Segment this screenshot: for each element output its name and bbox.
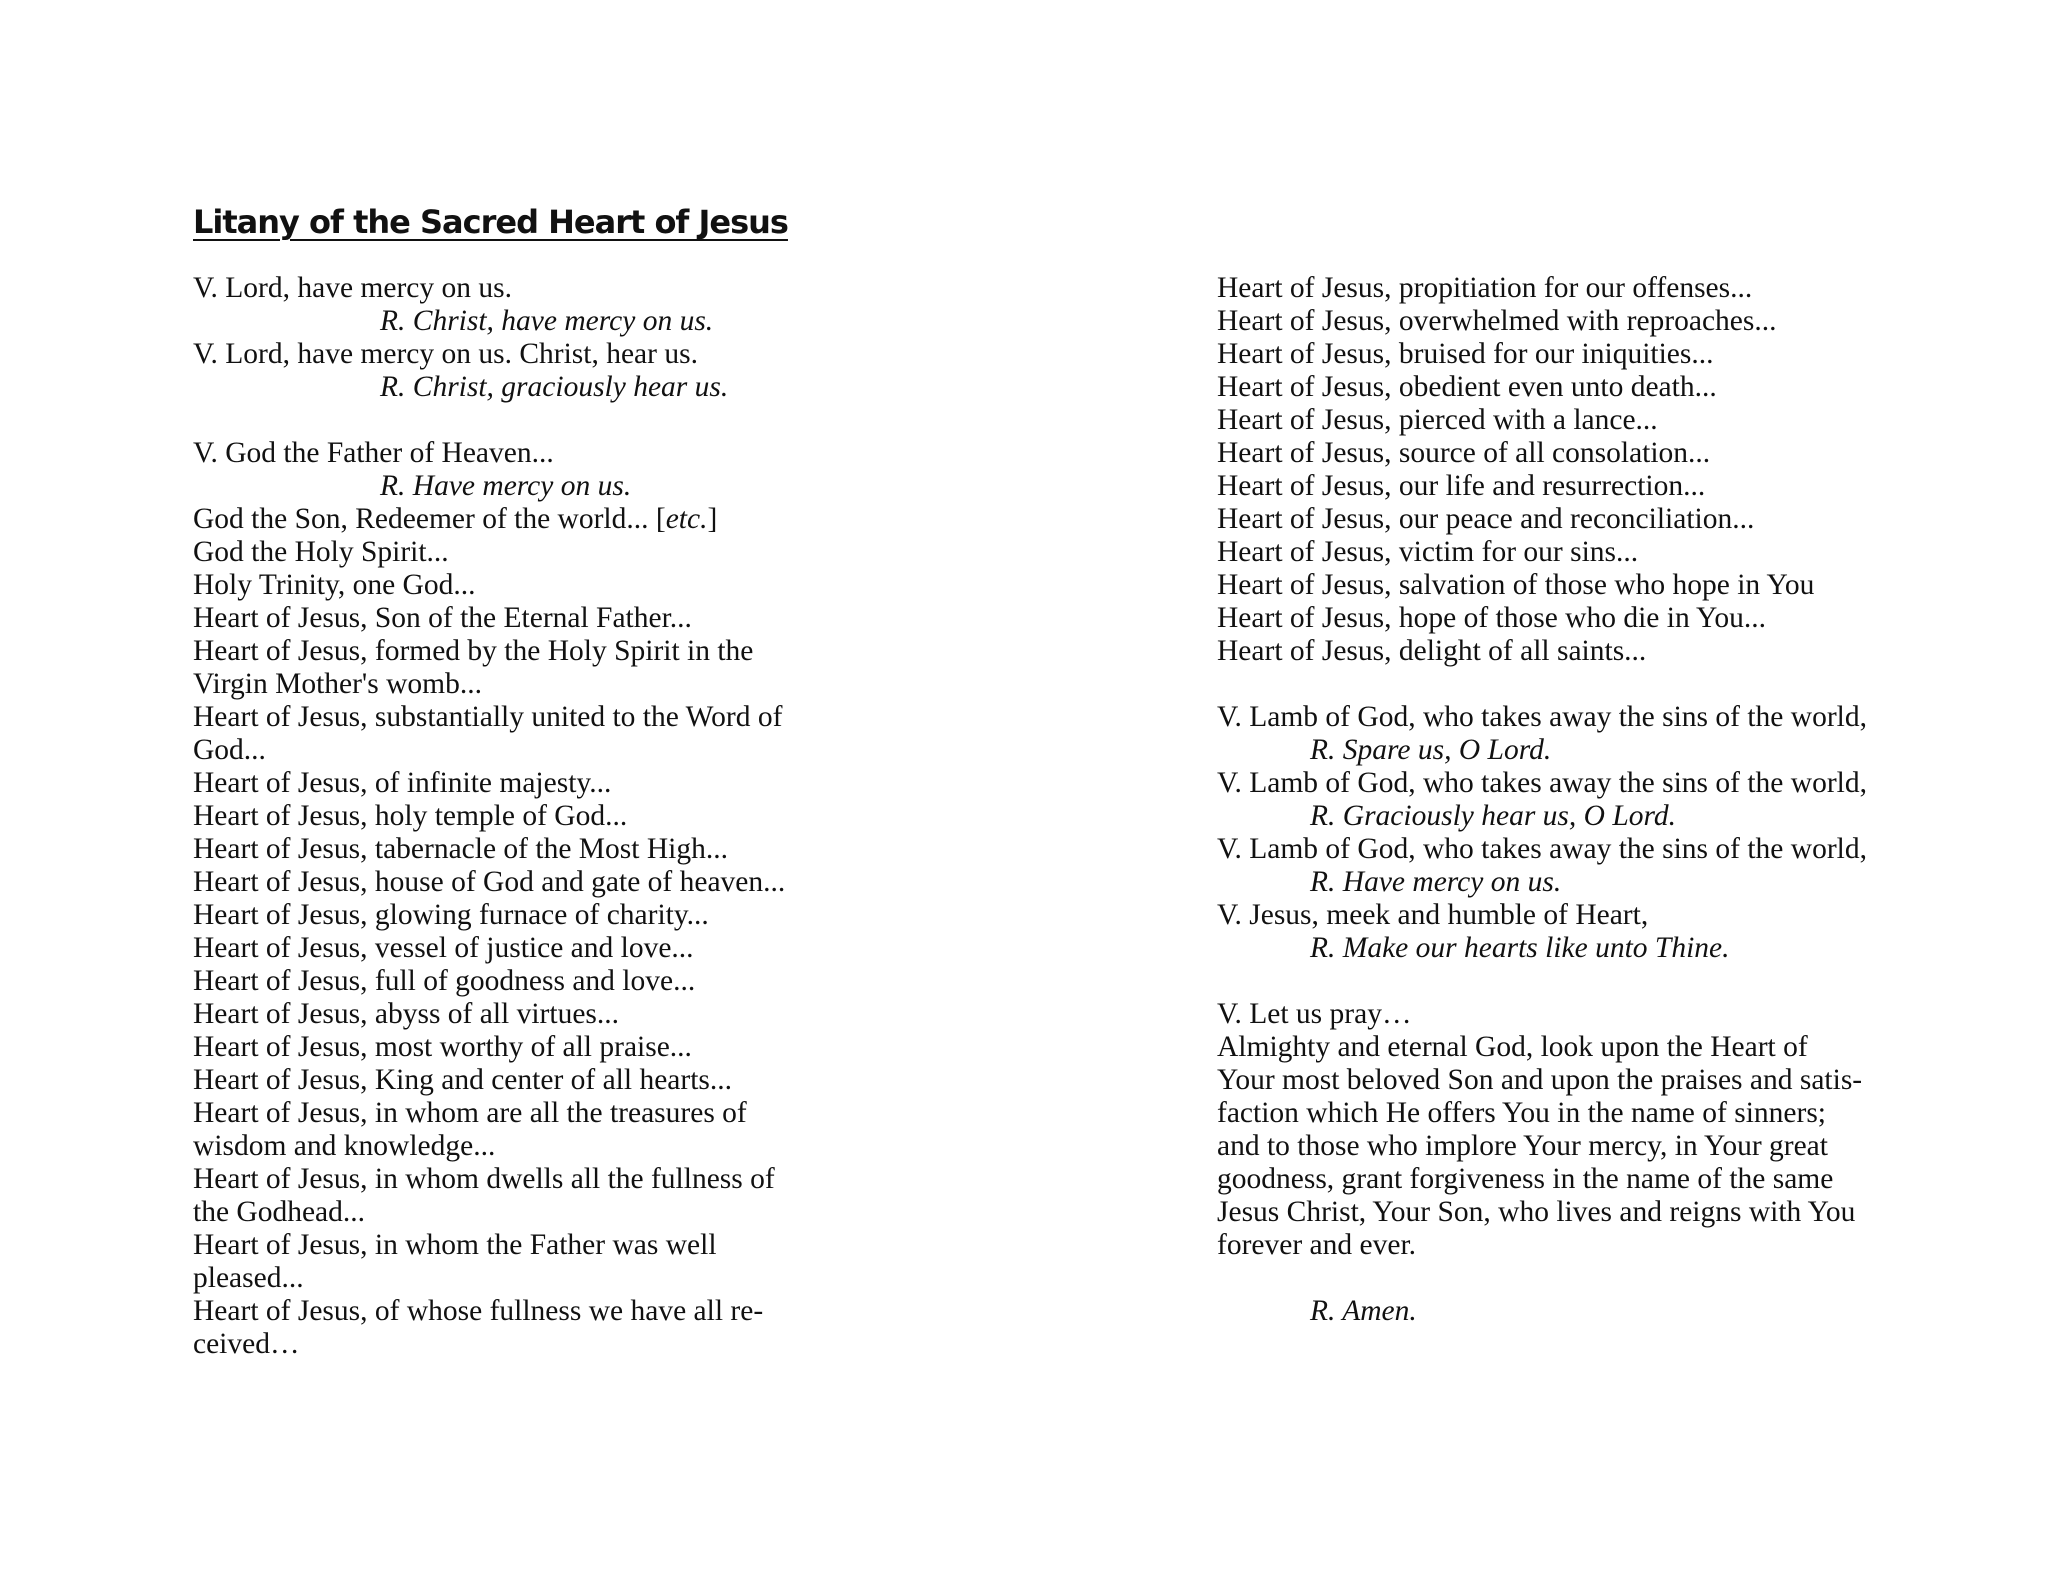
invocation: Heart of Jesus, our peace and reconciliation... xyxy=(1217,503,1755,535)
spacer xyxy=(1217,965,1937,998)
invocation: Holy Trinity, one God... xyxy=(193,569,476,601)
response: R. Christ, graciously hear us. xyxy=(380,371,729,403)
invocation: Heart of Jesus, delight of all saints... xyxy=(1217,635,1647,667)
invocation: Heart of Jesus, in whom the Father was well xyxy=(193,1229,717,1261)
versicle: V. Lamb of God, who takes away the sins of the world, xyxy=(1217,701,1867,733)
right-column xyxy=(1217,272,1937,1328)
versicle: V. Lamb of God, who takes away the sins of the world, xyxy=(1217,833,1867,865)
versicle: V. Jesus, meek and humble of Heart, xyxy=(1217,899,1649,931)
invocation: Heart of Jesus, obedient even unto death... xyxy=(1217,371,1717,403)
invocation: Heart of Jesus, overwhelmed with reproaches... xyxy=(1217,305,1777,337)
response: R. Spare us, O Lord. xyxy=(1310,734,1552,766)
invocation: Heart of Jesus, of whose fullness we have all re- xyxy=(193,1295,764,1327)
invocation: Heart of Jesus, of infinite majesty... xyxy=(193,767,612,799)
versicle: V. Lamb of God, who takes away the sins of the world, xyxy=(1217,767,1867,799)
invocation: Virgin Mother's womb... xyxy=(193,668,482,700)
versicle: V. Let us pray… xyxy=(1217,998,1412,1030)
versicle: V. Lord, have mercy on us. xyxy=(193,272,512,304)
versicle: V. God the Father of Heaven... xyxy=(193,437,554,469)
invocation: Heart of Jesus, most worthy of all praise... xyxy=(193,1031,692,1063)
invocation: Heart of Jesus, bruised for our iniquities... xyxy=(1217,338,1714,370)
invocation: Heart of Jesus, in whom dwells all the fullness of xyxy=(193,1163,775,1195)
invocation: Heart of Jesus, house of God and gate of heaven... xyxy=(193,866,786,898)
invocation: Heart of Jesus, in whom are all the treasures of xyxy=(193,1097,747,1129)
response: R. Amen. xyxy=(1310,1295,1417,1327)
response: R. Have mercy on us. xyxy=(380,470,632,502)
invocation: the Godhead... xyxy=(193,1196,366,1228)
invocation: Heart of Jesus, vessel of justice and love... xyxy=(193,932,694,964)
invocation: Heart of Jesus, formed by the Holy Spirit in the xyxy=(193,635,754,667)
response: R. Have mercy on us. xyxy=(1310,866,1562,898)
invocation: Heart of Jesus, glowing furnace of charity... xyxy=(193,899,709,931)
invocation: ceived… xyxy=(193,1328,300,1360)
spacer xyxy=(1217,668,1937,701)
invocation: wisdom and knowledge... xyxy=(193,1130,496,1162)
invocation: God... xyxy=(193,734,266,766)
response: R. Make our hearts like unto Thine. xyxy=(1310,932,1730,964)
bracket-close: ] xyxy=(707,503,718,535)
invocation: Heart of Jesus, source of all consolation... xyxy=(1217,437,1711,469)
response: R. Graciously hear us, O Lord. xyxy=(1310,800,1677,832)
invocation: Heart of Jesus, King and center of all hearts... xyxy=(193,1064,733,1096)
prayer-line: and to those who implore Your mercy, in Your great xyxy=(1217,1130,1828,1162)
response: R. Christ, have mercy on us. xyxy=(380,305,714,337)
invocation: Heart of Jesus, hope of those who die in You... xyxy=(1217,602,1766,634)
prayer-line: Almighty and eternal God, look upon the Heart of xyxy=(1217,1031,1808,1063)
spacer xyxy=(1217,1262,1937,1295)
etc-note: etc. xyxy=(665,503,708,535)
invocation: Heart of Jesus, our life and resurrection... xyxy=(1217,470,1706,502)
invocation: Heart of Jesus, holy temple of God... xyxy=(193,800,628,832)
invocation: Heart of Jesus, abyss of all virtues... xyxy=(193,998,620,1030)
prayer-line: Jesus Christ, Your Son, who lives and reigns with You xyxy=(1217,1196,1856,1228)
spacer xyxy=(193,404,833,437)
prayer-line: forever and ever. xyxy=(1217,1229,1417,1261)
prayer-line: faction which He offers You in the name of sinners; xyxy=(1217,1097,1826,1129)
invocation: pleased... xyxy=(193,1262,304,1294)
invocation: Heart of Jesus, full of goodness and love... xyxy=(193,965,696,997)
invocation: Heart of Jesus, propitiation for our offenses... xyxy=(1217,272,1753,304)
invocation-text: God the Son, Redeemer of the world... [ xyxy=(193,503,666,535)
invocation: Heart of Jesus, salvation of those who hope in You xyxy=(1217,569,1815,601)
invocation xyxy=(193,503,833,536)
invocation: Heart of Jesus, Son of the Eternal Father... xyxy=(193,602,692,634)
versicle: V. Lord, have mercy on us. Christ, hear us. xyxy=(193,338,698,370)
invocation: Heart of Jesus, pierced with a lance... xyxy=(1217,404,1658,436)
invocation: Heart of Jesus, tabernacle of the Most High... xyxy=(193,833,728,865)
invocation: Heart of Jesus, victim for our sins... xyxy=(1217,536,1639,568)
invocation: God the Holy Spirit... xyxy=(193,536,449,568)
left-column xyxy=(193,272,833,1361)
invocation: Heart of Jesus, substantially united to the Word of xyxy=(193,701,783,733)
prayer-line: Your most beloved Son and upon the praises and satis- xyxy=(1217,1064,1863,1096)
prayer-line: goodness, grant forgiveness in the name of the same xyxy=(1217,1163,1834,1195)
page-title: Litany of the Sacred Heart of Jesus xyxy=(193,203,788,241)
